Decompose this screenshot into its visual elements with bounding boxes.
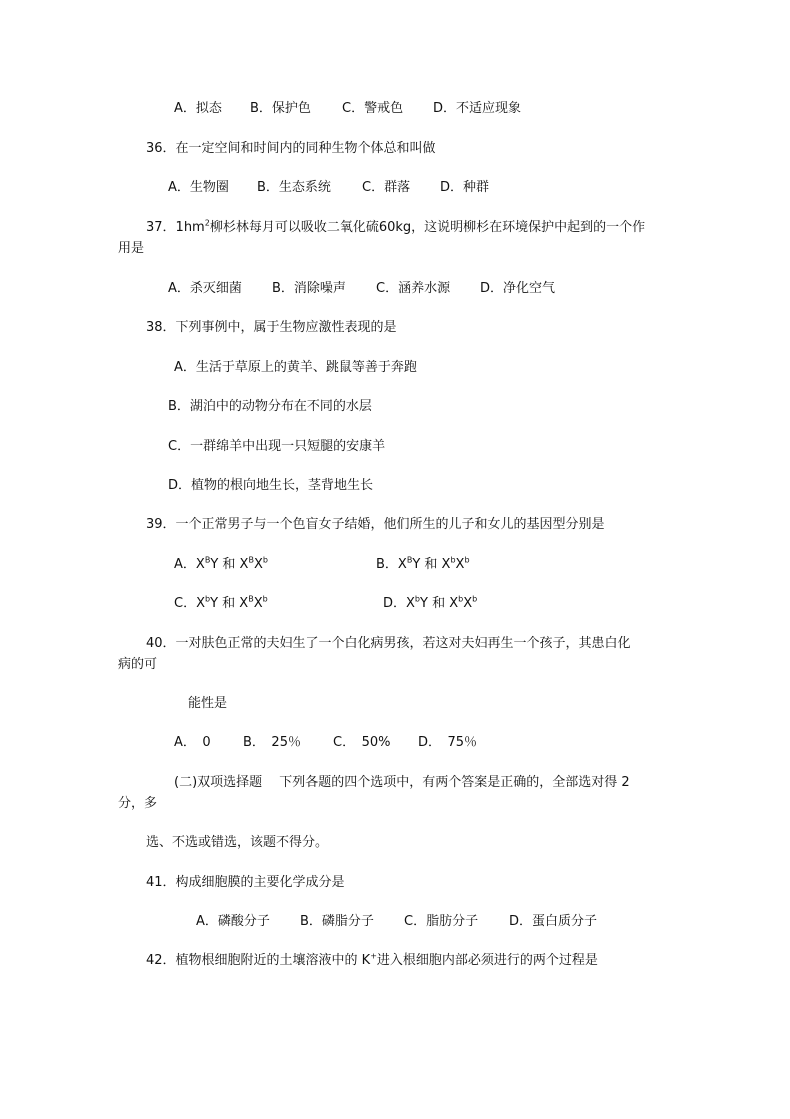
q41-option-c: C．脂肪分子 <box>404 914 479 929</box>
q39-option-a <box>174 556 268 574</box>
q35-option-d: D．不适应现象 <box>433 101 522 116</box>
q39-option-b <box>376 556 470 574</box>
q39-option-d-label: D． <box>383 596 407 611</box>
q41-stem: 41．构成细胞膜的主要化学成分是 <box>146 875 345 890</box>
q40-stem-line3: 能性是 <box>188 696 228 711</box>
q39-option-a-g3: X <box>253 557 263 572</box>
q42-stem-pre: 42．植物根细胞附近的土壤溶液中的 K <box>146 953 371 968</box>
q38-option-d: D．植物的根向地生长，茎背地生长 <box>168 478 374 493</box>
q35-option-b: B．保护色 <box>250 101 311 116</box>
q39-option-d-g2: Y 和 X <box>420 596 459 611</box>
q39-option-a-s3: b <box>262 555 268 565</box>
q39-option-c-g1: X <box>196 596 205 611</box>
q41-option-a: A．磷酸分子 <box>196 914 270 929</box>
q39-option-d <box>383 595 477 613</box>
q39-option-d-g1: X <box>406 596 415 611</box>
section2-line1: (二)双项选择题 下列各题的四个选项中，有两个答案是正确的，全部选对得 2 <box>174 775 630 790</box>
q42-stem-post: 进入根细胞内部必须进行的两个过程是 <box>376 953 598 968</box>
section2-line2: 分，多 <box>118 796 158 811</box>
q36-option-b: B．生态系统 <box>257 180 331 195</box>
q38-stem: 38．下列事例中，属于生物应激性表现的是 <box>146 320 397 335</box>
q39-option-a-s2: B <box>248 555 254 565</box>
q39-option-d-s3: b <box>472 594 478 604</box>
section2-line3: 选、不选或错选，该题不得分。 <box>146 835 329 850</box>
q36-option-d: D．种群 <box>440 180 490 195</box>
q37-stem-sup: 2 <box>204 218 210 228</box>
q40-option-c: C． 50% <box>333 735 391 750</box>
q40-option-d: D． 75％ <box>418 735 478 750</box>
q39-option-c-s2: B <box>248 594 254 604</box>
q39-option-b-g3: X <box>455 557 465 572</box>
q36-stem: 36．在一定空间和时间内的同种生物个体总和叫做 <box>146 141 436 156</box>
q37-option-c: C．涵养水源 <box>376 281 451 296</box>
q36-option-c: C．群落 <box>362 180 411 195</box>
q39-option-a-s1: B <box>204 555 211 565</box>
q36-option-a: A．生物圈 <box>168 180 229 195</box>
q41-option-b: B．磷脂分子 <box>300 914 374 929</box>
q40-option-b: B． 25％ <box>243 735 301 750</box>
q37-option-b: B．消除噪声 <box>272 281 346 296</box>
q35-option-c: C．警戒色 <box>342 101 404 116</box>
q39-option-a-g1: X <box>195 557 205 572</box>
q38-option-b: B．湖泊中的动物分布在不同的水层 <box>168 399 372 414</box>
q39-stem: 39．一个正常男子与一个色盲女子结婚，他们所生的儿子和女儿的基因型分别是 <box>146 517 605 532</box>
q38-option-c: C．一群绵羊中出现一只短腿的安康羊 <box>168 439 386 454</box>
q39-option-a-g2: Y 和 X <box>210 557 249 572</box>
q40-option-a: A． 0 <box>174 735 211 750</box>
q39-option-b-label: B． <box>376 557 398 572</box>
q37-stem <box>146 219 645 237</box>
q40-stem-line1: 40．一对肤色正常的夫妇生了一个白化病男孩，若这对夫妇再生一个孩子，其患白化 <box>146 636 631 651</box>
q39-option-b-g1: X <box>397 557 407 572</box>
q39-option-d-g3: X <box>463 596 473 611</box>
q39-option-b-s2: b <box>450 555 456 565</box>
q39-option-c-s1: b <box>204 594 211 604</box>
q37-option-d: D．净化空气 <box>480 281 556 296</box>
q39-option-d-s2: b <box>458 594 464 604</box>
q37-stem-line2: 用是 <box>118 241 145 256</box>
q39-option-c-label: C． <box>174 596 197 611</box>
q39-option-b-g2: Y 和 X <box>412 557 451 572</box>
q39-option-a-label: A． <box>174 557 196 572</box>
q39-option-d-s1: b <box>414 594 420 604</box>
q37-stem-pre: 37．1hm <box>146 220 205 235</box>
q38-option-a: A．生活于草原上的黄羊、跳鼠等善于奔跑 <box>174 360 417 375</box>
q39-option-c-g3: X <box>253 596 263 611</box>
q41-option-d: D．蛋白质分子 <box>509 914 598 929</box>
q39-option-b-s1: B <box>406 555 413 565</box>
q37-stem-post: 柳杉林每月可以吸收二氧化硫60kg，这说明柳杉在环境保护中起到的一个作 <box>209 220 646 235</box>
q42-stem-sup: + <box>370 951 377 961</box>
q39-option-b-s3: b <box>464 555 470 565</box>
q40-stem-line2: 病的可 <box>118 657 158 672</box>
q35-option-a: A．拟态 <box>174 101 222 116</box>
q39-option-c <box>174 595 268 613</box>
q37-option-a: A．杀灭细菌 <box>168 281 242 296</box>
q42-stem <box>146 952 598 970</box>
q39-option-c-g2: Y 和 X <box>210 596 249 611</box>
q39-option-c-s3: b <box>262 594 268 604</box>
